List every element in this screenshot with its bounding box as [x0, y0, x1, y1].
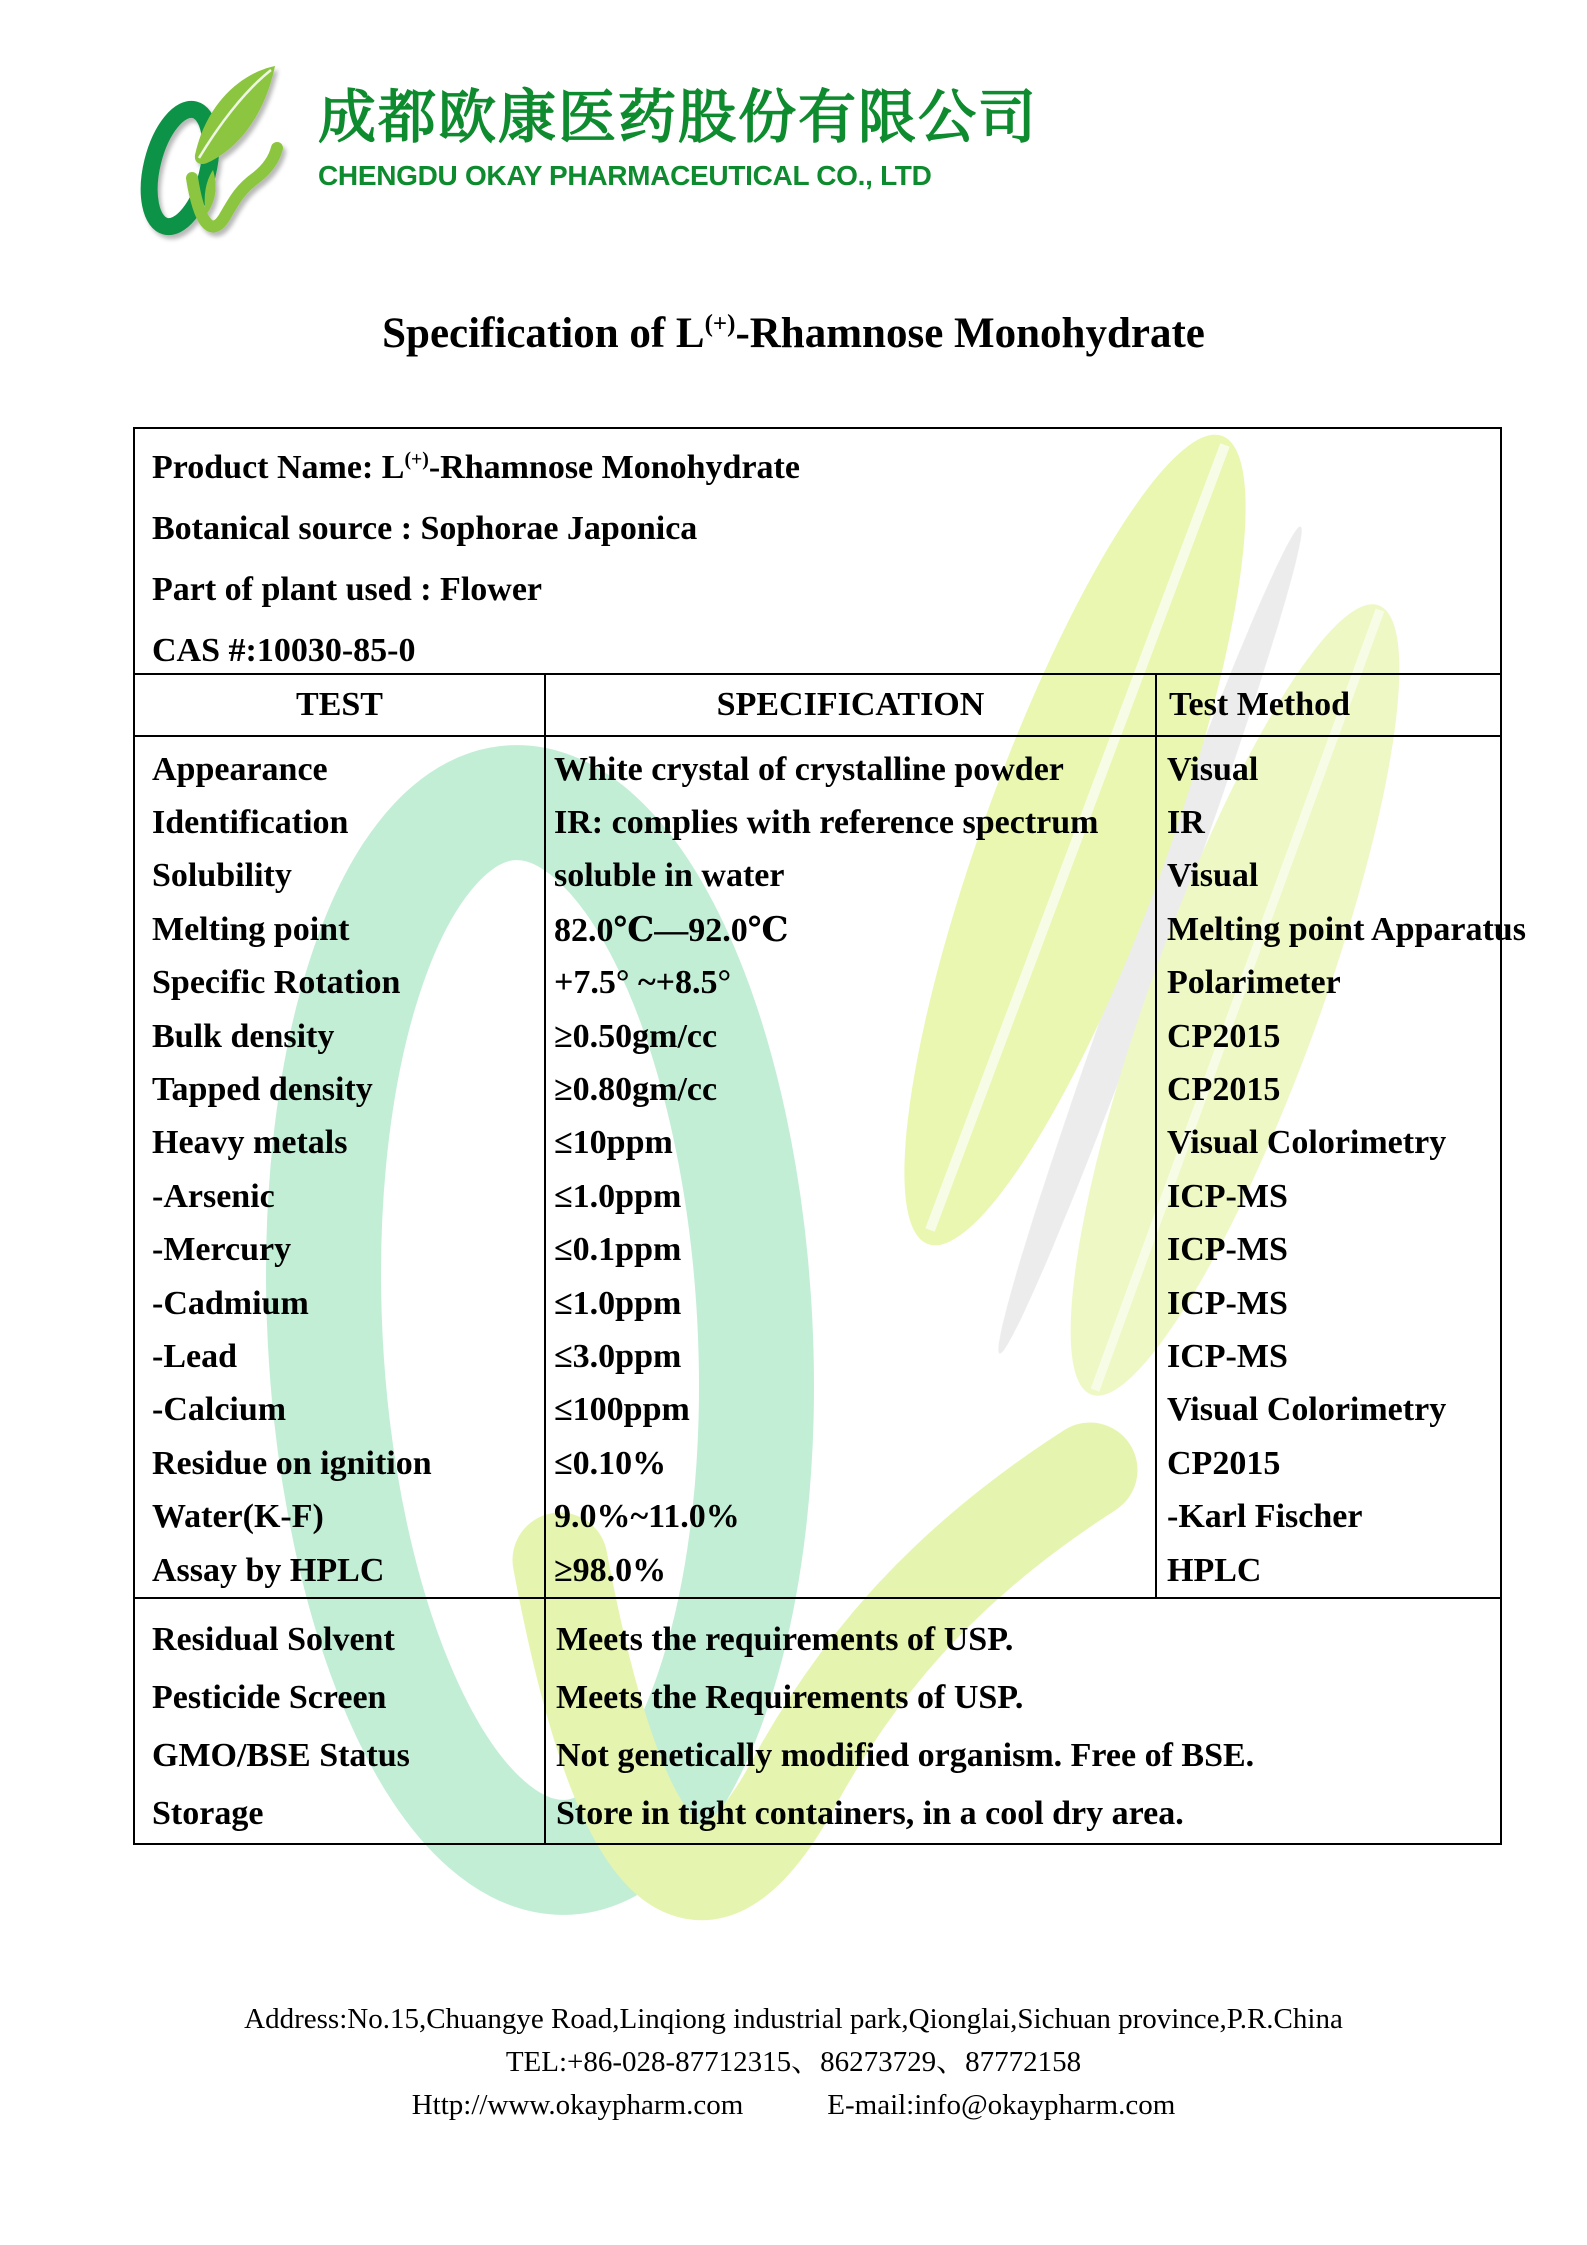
title-text: Specification of L [382, 310, 705, 357]
method-cell: ICP-MS [1167, 1177, 1288, 1215]
table-row [135, 1669, 1500, 1727]
method-cell: ICP-MS [1167, 1337, 1288, 1375]
method-cell: Polarimeter [1167, 964, 1341, 1002]
spec-cell: Meets the Requirements of USP. [544, 1669, 1500, 1727]
specification-table [133, 427, 1526, 1845]
method-cell: IR [1167, 804, 1205, 842]
spec-cell: Store in tight containers, in a cool dry area. [544, 1785, 1500, 1843]
test-cell: -Mercury [152, 1231, 292, 1269]
spec-cell: White crystal of crystalline powder [554, 750, 1064, 788]
column-header-specification: SPECIFICATION [544, 675, 1155, 735]
test-cell: Residual Solvent [152, 1621, 395, 1658]
document-title [0, 306, 1587, 362]
title-text-rest: -Rhamnose Monohydrate [735, 310, 1205, 357]
method-cell: HPLC [1167, 1551, 1262, 1589]
product-name-line [152, 437, 1500, 498]
test-cell: Bulk density [152, 1017, 335, 1055]
method-cell: Visual [1167, 857, 1259, 895]
test-cell: -Calcium [152, 1391, 287, 1429]
test-cell: Residue on ignition [152, 1444, 432, 1482]
test-cell: Tapped density [152, 1071, 373, 1109]
company-name-english: CHENGDU OKAY PHARMACEUTICAL CO., LTD [318, 160, 932, 191]
spec-cell: 9.0%~11.0% [554, 1498, 740, 1536]
test-cell: Specific Rotation [152, 964, 401, 1002]
method-cell: CP2015 [1167, 1071, 1281, 1109]
method-cell: Visual Colorimetry [1167, 1391, 1447, 1429]
part-of-plant-line: Part of plant used : Flower [152, 571, 543, 608]
table-row [135, 1544, 1500, 1597]
footer-website: Http://www.okaypharm.com [411, 2089, 744, 2121]
test-cell: Melting point [152, 910, 350, 948]
column-divider [1155, 737, 1157, 1597]
table-row [135, 1785, 1500, 1843]
footer-address: Address:No.15,Chuangye Road,Linqiong industrial park,Qionglai,Sichuan province,P.R.China [244, 2003, 1343, 2035]
test-cell: Assay by HPLC [152, 1551, 385, 1589]
method-cell: Visual Colorimetry [1167, 1124, 1447, 1162]
spec-cell: ≥98.0% [554, 1551, 667, 1589]
table-row [135, 1117, 1500, 1170]
test-cell: Identification [152, 804, 349, 842]
spec-cell: ≤0.10% [554, 1444, 667, 1482]
spec-cell: 82.0℃—92.0℃ [554, 911, 789, 949]
spec-cell: ≥0.80gm/cc [554, 1071, 718, 1109]
test-cell: Pesticide Screen [152, 1679, 387, 1716]
table-row [135, 957, 1500, 1010]
table-header-row [135, 675, 1500, 737]
spec-cell: ≤0.1ppm [554, 1231, 682, 1269]
footer [0, 1998, 1587, 2127]
method-cell: -Karl Fischer [1167, 1498, 1363, 1536]
spec-cell: ≤3.0ppm [554, 1337, 682, 1375]
spec-cell: +7.5° ~+8.5° [554, 964, 732, 1002]
spec-cell: ≤1.0ppm [554, 1284, 682, 1322]
table-row [135, 1063, 1500, 1116]
column-header-test: TEST [296, 686, 383, 723]
table-row [135, 903, 1526, 956]
table-row [135, 743, 1500, 796]
table-body-main [135, 737, 1526, 1597]
test-cell: Heavy metals [152, 1124, 348, 1162]
table-row [135, 1727, 1500, 1785]
spec-cell: soluble in water [554, 857, 785, 895]
spec-cell: ≤10ppm [554, 1124, 673, 1162]
footer-telephone: TEL:+86-028-87712315、86273729、87772158 [505, 2046, 1082, 2078]
test-cell: Storage [152, 1795, 264, 1832]
product-name-value-rest: -Rhamnose Monohydrate [428, 449, 800, 486]
spec-cell: Not genetically modified organism. Free of BSE. [544, 1727, 1500, 1785]
method-cell: ICP-MS [1167, 1284, 1288, 1322]
table-row [135, 1437, 1500, 1490]
spec-cell: IR: complies with reference spectrum [554, 804, 1099, 842]
table-row [135, 796, 1500, 849]
title-superscript: (+) [704, 310, 736, 338]
spec-cell: ≥0.50gm/cc [554, 1017, 718, 1055]
test-cell: -Lead [152, 1337, 237, 1375]
product-info-box [135, 429, 1500, 675]
method-cell: Visual [1167, 750, 1259, 788]
test-cell: Water(K-F) [152, 1498, 324, 1536]
table-body-extra [135, 1597, 1500, 1843]
company-logo [95, 50, 300, 245]
method-cell: CP2015 [1167, 1017, 1281, 1055]
test-cell: GMO/BSE Status [152, 1737, 410, 1774]
table-row [135, 1611, 1500, 1669]
footer-web-email-line [0, 2084, 1587, 2127]
company-name-chinese: 成都欧康医药股份有限公司 [318, 83, 1039, 151]
table-row [135, 850, 1500, 903]
test-cell: -Cadmium [152, 1284, 309, 1322]
table-row [135, 1224, 1500, 1277]
table-row [135, 1490, 1500, 1543]
footer-email: E-mail:info@okaypharm.com [827, 2089, 1176, 2121]
cas-number-line: CAS #:10030-85-0 [152, 632, 416, 669]
test-cell: Appearance [152, 750, 328, 788]
botanical-source-line: Botanical source : Sophorae Japonica [152, 510, 698, 547]
spec-cell: ≤100ppm [554, 1391, 690, 1429]
table-row [135, 1384, 1500, 1437]
method-cell: ICP-MS [1167, 1231, 1288, 1269]
company-header [318, 84, 1038, 192]
test-cell: Solubility [152, 857, 292, 895]
method-cell: CP2015 [1167, 1444, 1281, 1482]
test-cell: -Arsenic [152, 1177, 275, 1215]
table-row [135, 1170, 1500, 1223]
table-row [135, 1277, 1500, 1330]
spec-cell: Meets the requirements of USP. [544, 1611, 1500, 1669]
product-name-label: Product Name: [152, 449, 382, 486]
column-divider [544, 737, 546, 1597]
product-name-value: L [381, 449, 405, 486]
column-divider [544, 1599, 546, 1843]
table-row [135, 1010, 1500, 1063]
method-cell: Melting point Apparatus [1167, 910, 1526, 948]
column-header-test-method: Test Method [1155, 675, 1500, 735]
spec-cell: ≤1.0ppm [554, 1177, 682, 1215]
product-name-superscript: (+) [404, 448, 429, 471]
table-row [135, 1330, 1500, 1383]
